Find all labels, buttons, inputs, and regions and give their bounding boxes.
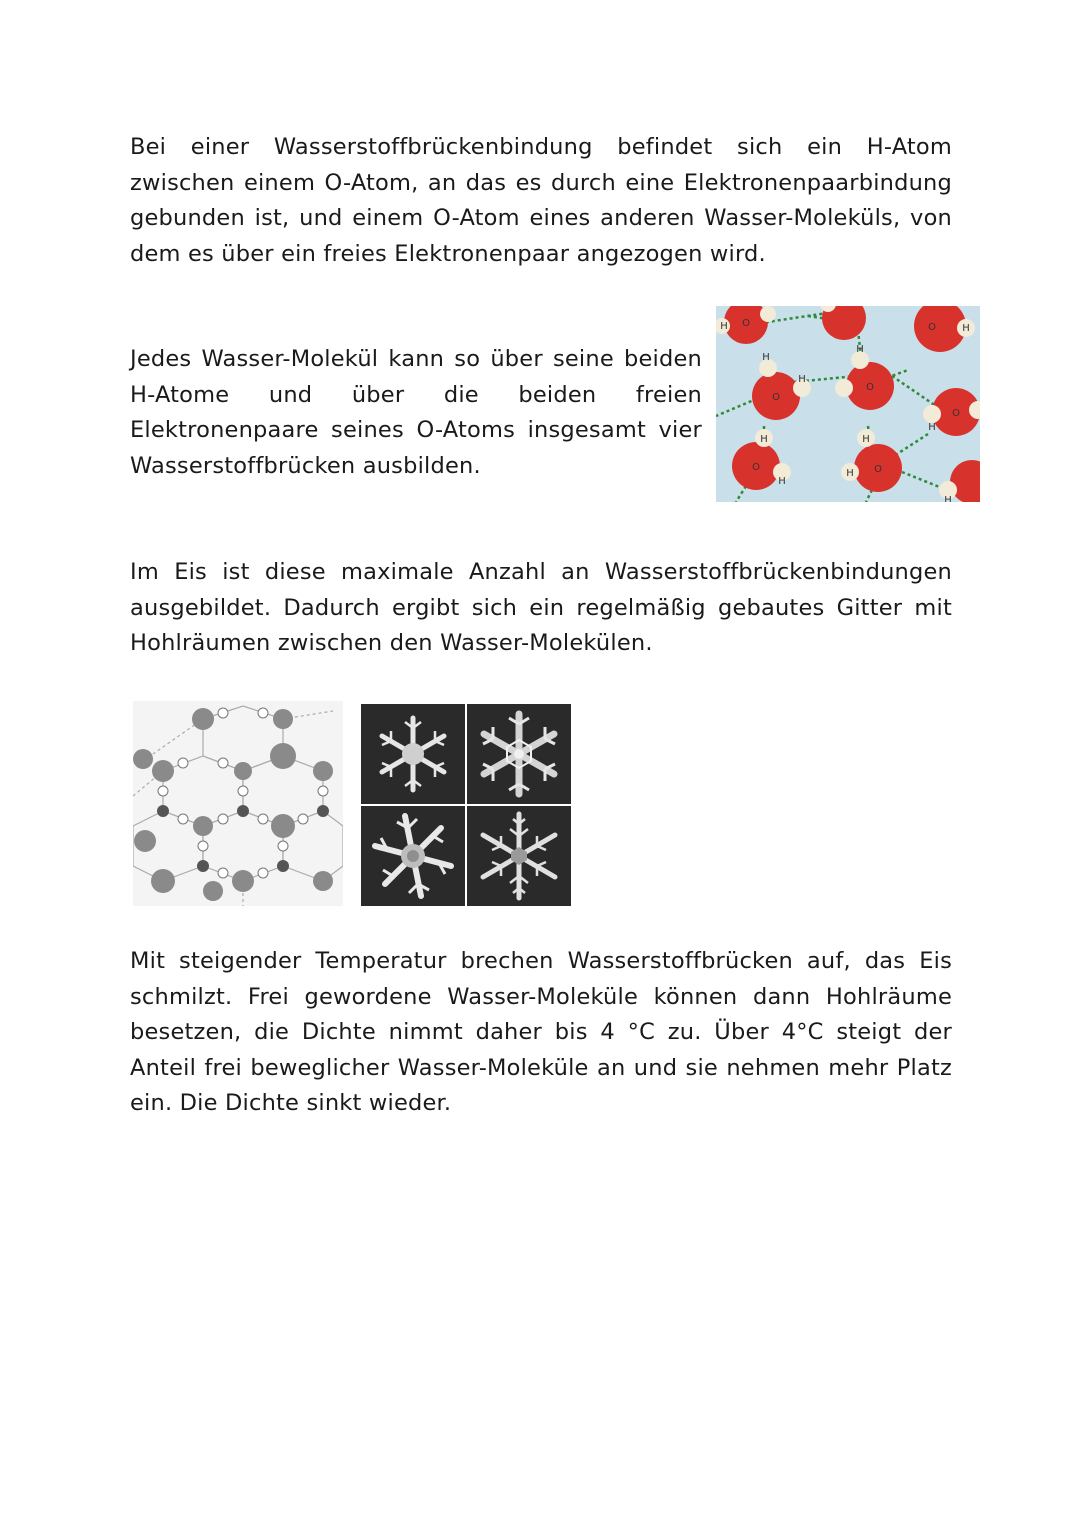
paragraph-ice-lattice: Im Eis ist diese maximale Anzahl an Wasserstoffbrückenbindungen ausgebildet. Dadurch ergibt sich ein regelmäßig gebautes Gitter mit Hohlräumen zwischen den Wasser-Molekülen. bbox=[130, 559, 952, 656]
oxygen-label: O bbox=[772, 392, 780, 403]
hydrogen-label: H bbox=[762, 352, 770, 363]
snowflake-photo bbox=[361, 806, 465, 906]
hydrogen-label: H bbox=[846, 468, 854, 479]
oxygen-label: O bbox=[952, 408, 960, 419]
oxygen-label: O bbox=[928, 322, 936, 333]
hydrogen-label: H bbox=[720, 321, 728, 332]
snowflake-photo bbox=[467, 806, 571, 906]
ice-lattice-model-image bbox=[133, 701, 343, 906]
oxygen-label: O bbox=[874, 464, 882, 475]
paragraph-hydrogen-bond-definition: Bei einer Wasserstoffbrückenbindung befindet sich ein H-Atom zwischen einem O-Atom, an das es durch eine Elektronenpaarbindung gebunden ist, und einem O-Atom eines anderen Wasser-Moleküls, von dem es über ein freies Elektronenpaar angezogen wird. bbox=[130, 134, 952, 267]
water-molecules-hydrogen-bonds-image bbox=[716, 306, 980, 502]
oxygen-label: O bbox=[866, 382, 874, 393]
hydrogen-label: H bbox=[760, 434, 768, 445]
oxygen-label: O bbox=[742, 318, 750, 329]
paragraph-density-temperature: Mit steigender Temperatur brechen Wasserstoffbrücken auf, das Eis schmilzt. Frei gewordene Wasser-Moleküle können dann Hohlräume besetzen, die Dichte nimmt daher bis 4 °C zu. Über 4°C steigt der Anteil frei beweglicher Wasser-Moleküle an und sie nehmen mehr Platz ein. Die Dichte sinkt wieder. bbox=[130, 948, 952, 1116]
oxygen-label: O bbox=[752, 462, 760, 473]
hydrogen-label: H bbox=[928, 422, 936, 433]
snowflake-photo bbox=[467, 704, 571, 804]
hydrogen-label: H bbox=[778, 476, 786, 487]
hydrogen-label: H bbox=[798, 374, 806, 385]
hydrogen-label: H bbox=[944, 495, 952, 502]
hydrogen-label: H bbox=[862, 434, 870, 445]
hydrogen-label: H bbox=[856, 344, 864, 355]
hydrogen-label: H bbox=[962, 323, 970, 334]
snowflake-photo bbox=[361, 704, 465, 804]
paragraph-four-bridges: Jedes Wasser-Molekül kann so über seine beiden H-Atome und über die beiden freien Elektronenpaare seines O-Atoms insgesamt vier Wasserstoffbrücken ausbilden. bbox=[130, 346, 702, 479]
